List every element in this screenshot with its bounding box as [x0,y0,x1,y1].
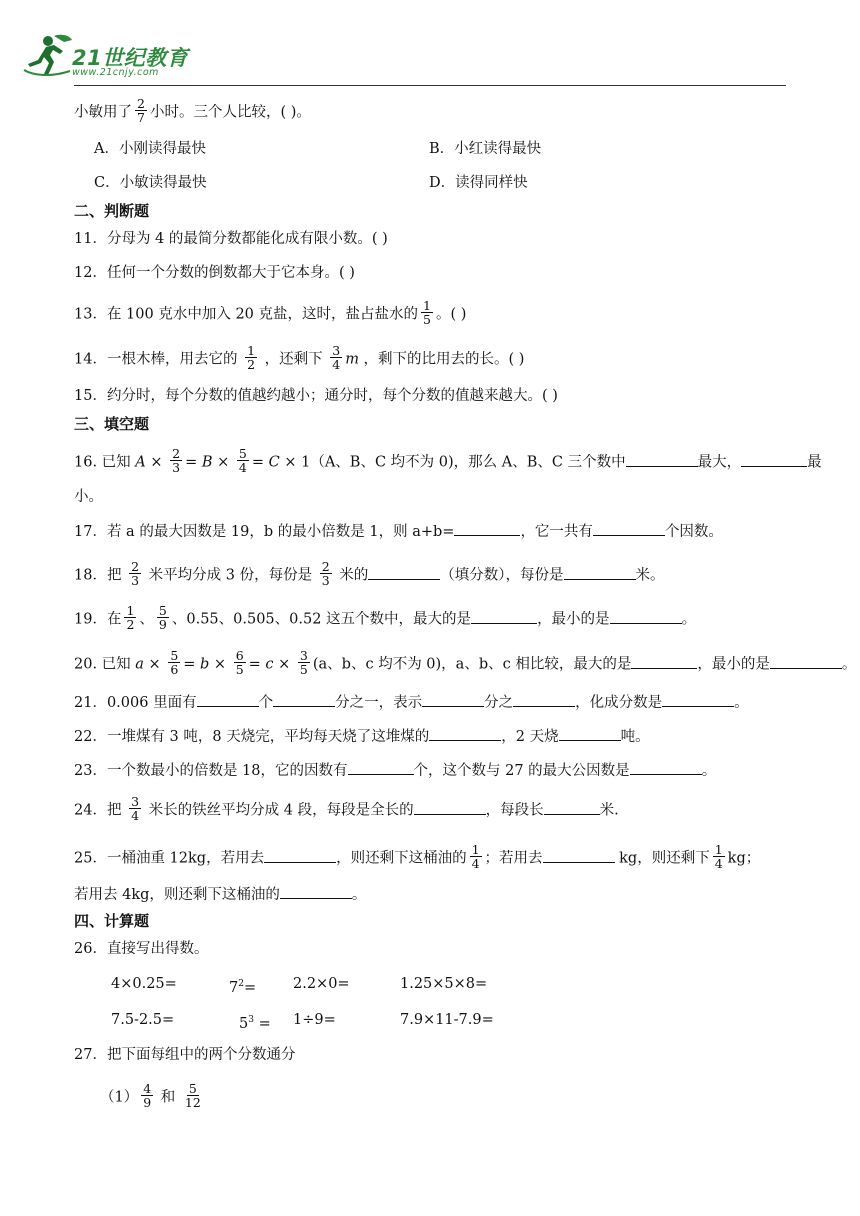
question-27-title: 27．把下面每组中的两个分数通分 [74,1047,296,1063]
answer-blank[interactable] [741,452,807,467]
answer-blank[interactable] [662,692,734,707]
option-b[interactable]: B．小红读得最快 [429,141,542,157]
fraction: $\frac{1}{4}$ [714,842,723,871]
question-16-line2: 小。 [74,489,103,505]
answer-blank[interactable] [593,521,665,536]
answer-blank[interactable] [631,654,697,669]
fraction: $\frac{1}{5}$ [423,298,431,327]
section-fill-title: 三、填空题 [74,415,150,433]
question-23: 23．一个数最小的倍数是 18，它的因数有 个，这个数与 27 的最大公因数是 。 [74,760,716,781]
answer-blank[interactable] [454,521,520,536]
section-calc-title: 四、计算题 [74,912,150,930]
question-16: 16. 已知 A × $\frac{2}{3}$ = B × $\frac{5}{4}$ = C × 1（A、B、C 均不为 0)，那么 A、B、C 三个数中 最大， 最 [74,446,822,475]
fraction: $\frac{5}{12}$ [184,1081,201,1110]
option-a[interactable]: A．小刚读得最快 [94,141,206,157]
answer-blank[interactable] [429,726,501,741]
answer-blank[interactable] [559,726,621,741]
option-d[interactable]: D．读得同样快 [429,175,528,191]
question-11: 11．分母为 4 的最简分数都能化成有限小数。( ) [74,231,388,247]
question-10-tail: 小敏用了 $\frac{2}{7}$ 小时。三个人比较，( )。 [74,96,311,125]
answer-blank[interactable] [280,884,352,899]
question-25-line2: 若用去 4kg，则还剩下这桶油的 。 [74,884,366,905]
calc-item: 4×0.25= [111,976,177,992]
fraction: $\frac{3}{4}$ [131,794,140,823]
question-22: 22．一堆煤有 3 吨，8 天烧完，平均每天烧了这堆煤的 ，2 天烧 吨。 [74,726,650,747]
answer-blank[interactable] [513,692,575,707]
fraction: $\frac{5}{4}$ [238,446,247,475]
answer-blank[interactable] [197,692,259,707]
question-20: 20. 已知 a × $\frac{5}{6}$ = b × $\frac{6}{5}$ = c × $\frac{3}{5}$ (a、b、c 均不为 0)，a、b、c 相比较，最大的是 ，最小的是 。 [74,648,857,677]
question-24: 24．把 $\frac{3}{4}$ 米长的铁丝平均分成 4 段，每段是全长的 ，每段长 米. [74,794,619,823]
fraction: $\frac{4}{9}$ [143,1081,152,1110]
logo-brand-text: 21世纪教育 [72,46,189,70]
answer-blank[interactable] [630,760,702,775]
fraction: $\frac{5}{9}$ [158,603,167,632]
answer-blank[interactable] [422,692,484,707]
question-14: 14．一根木棒，用去它的 $\frac{1}{2}$ ，还剩下 $\frac{3}{4}$ m ，剩下的比用去的长。( ) [74,343,525,372]
fraction: $\frac{1}{4}$ [471,842,480,871]
calc-item: 7.5-2.5= [111,1012,175,1028]
page-header [22,30,788,88]
option-c[interactable]: C．小敏读得最快 [94,175,207,191]
calc-item: 7.9×11-7.9= [400,1012,494,1028]
question-13: 13．在 100 克水中加入 20 克盐，这时，盐占盐水的 $\frac{1}{5}$ 。( ) [74,298,467,327]
answer-blank[interactable] [273,692,335,707]
answer-blank[interactable] [264,848,336,863]
header-rule [74,85,786,86]
answer-blank[interactable] [610,609,682,624]
answer-blank[interactable] [348,760,414,775]
answer-blank[interactable] [626,452,698,467]
question-18: 18．把 $\frac{2}{3}$ 米平均分成 3 份，每份是 $\frac{2}{3}$ 米的 （填分数），每份是 米。 [74,559,665,588]
fraction: $\frac{2}{3}$ [131,559,140,588]
calc-item: 1÷9= [293,1012,336,1028]
question-15: 15．约分时，每个分数的值越约越小；通分时，每个分数的值越来越大。( ) [74,388,558,404]
answer-blank[interactable] [544,800,600,815]
answer-blank[interactable] [414,800,486,815]
calc-item: 2.2×0= [293,976,350,992]
answer-blank[interactable] [368,565,440,580]
section-judgement-title: 二、判断题 [74,202,150,220]
question-25: 25．一桶油重 12kg，若用去 ，则还剩下这桶油的 $\frac{1}{4}$ ；若用去 kg，则还剩下 $\frac{1}{4}$ kg； [74,842,761,871]
fraction: $\frac{6}{5}$ [235,648,244,677]
fraction: $\frac{2}{3}$ [321,559,330,588]
question-19: 19．在 $\frac{1}{2}$ 、 $\frac{5}{9}$ 、0.55、0.505、0.52 这五个数中，最大的是 ，最小的是 。 [74,603,697,632]
calc-item: $5^3$ = [239,1015,271,1032]
logo-url-text: www.21cnjy.com [72,67,159,78]
fraction: $\frac{3}{4}$ [332,343,341,372]
fraction: $\frac{2}{3}$ [172,446,181,475]
question-27-part1: （1） $\frac{4}{9}$ 和 $\frac{5}{12}$ [100,1081,201,1110]
logo [22,30,192,82]
fraction: $\frac{2}{7}$ [137,96,145,125]
answer-blank[interactable] [543,848,615,863]
calc-item: $7^2=$ [229,979,257,996]
question-21: 21．0.006 里面有 个 分之一，表示 分之 ，化成分数是 。 [74,692,749,713]
question-17: 17．若 a 的最大因数是 19，b 的最小倍数是 1，则 a+b= ，它一共有 个因数。 [74,521,723,542]
question-26-title: 26．直接写出得数。 [74,941,209,957]
answer-blank[interactable] [471,609,537,624]
fraction: $\frac{1}{2}$ [126,603,135,632]
answer-blank[interactable] [564,565,636,580]
fraction: $\frac{5}{6}$ [170,648,179,677]
question-12: 12．任何一个分数的倒数都大于它本身。( ) [74,265,355,281]
fraction: $\frac{1}{2}$ [247,343,256,372]
fraction: $\frac{3}{5}$ [299,648,308,677]
calc-item: 1.25×5×8= [400,976,488,992]
answer-blank[interactable] [770,654,842,669]
